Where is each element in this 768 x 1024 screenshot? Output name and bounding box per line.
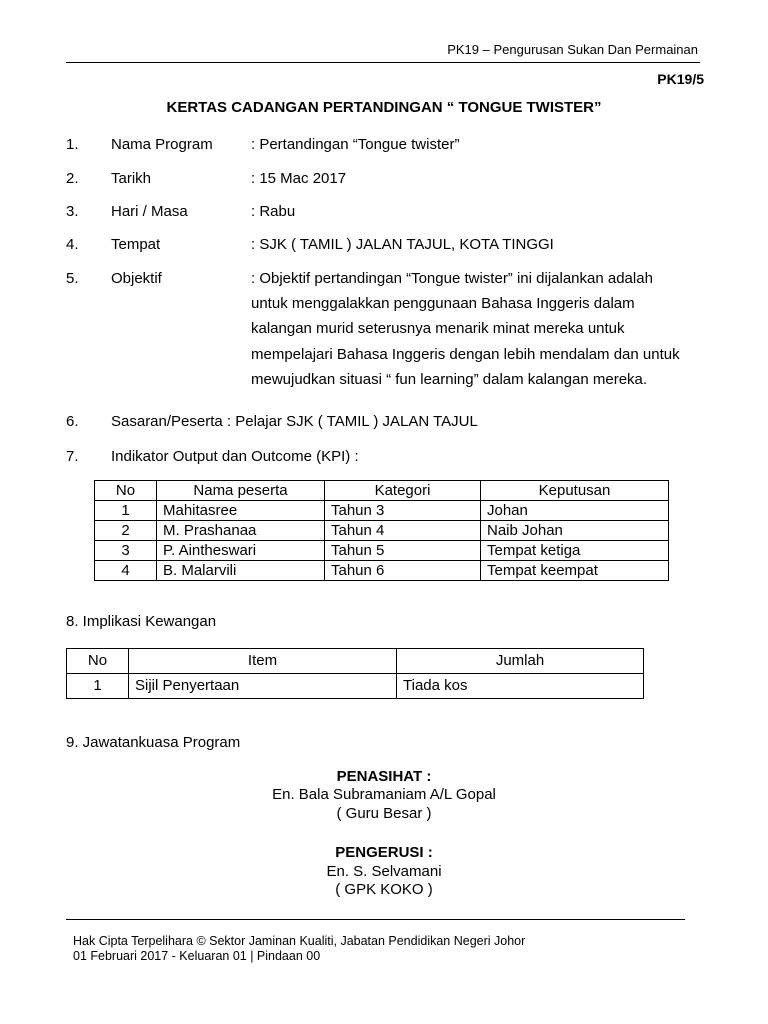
advisor-name: En. Bala Subramaniam A/L Gopal bbox=[272, 786, 496, 803]
table-cell: Tahun 5 bbox=[325, 541, 481, 561]
item-label-day: Hari / Masa bbox=[111, 203, 188, 220]
table-row bbox=[95, 561, 669, 581]
table-header-row bbox=[67, 649, 644, 674]
chair-title: PENGERUSI : bbox=[335, 844, 433, 861]
item-number: 4. bbox=[66, 236, 79, 253]
table-cell: 3 bbox=[95, 541, 157, 561]
column-header: Item bbox=[129, 649, 397, 674]
finance-table bbox=[66, 648, 644, 699]
item-label-venue: Tempat bbox=[111, 236, 161, 253]
advisor-title: PENASIHAT : bbox=[336, 768, 432, 785]
item-committee-heading: 9. Jawatankuasa Program bbox=[66, 734, 241, 751]
objective-line: mempelajari Bahasa Inggeris dengan lebih mendalam dan untuk bbox=[251, 346, 680, 363]
table-cell: Tiada kos bbox=[397, 674, 644, 699]
table-cell: M. Prashanaa bbox=[157, 521, 325, 541]
table-cell: P. Aintheswari bbox=[157, 541, 325, 561]
table-cell: Sijil Penyertaan bbox=[129, 674, 397, 699]
table-cell: 2 bbox=[95, 521, 157, 541]
chair-name: En. S. Selvamani bbox=[326, 863, 442, 880]
running-header: PK19 – Pengurusan Sukan Dan Permainan bbox=[447, 42, 698, 57]
table-cell: 1 bbox=[67, 674, 129, 699]
chair-role: ( GPK KOKO ) bbox=[335, 881, 433, 898]
item-label-date: Tarikh bbox=[111, 170, 152, 187]
table-cell: Tempat keempat bbox=[481, 561, 669, 581]
column-header: Keputusan bbox=[481, 481, 669, 501]
document-code: PK19/5 bbox=[657, 71, 704, 87]
table-cell: 4 bbox=[95, 561, 157, 581]
objective-line: kalangan murid seterusnya menarik minat mereka untuk bbox=[251, 320, 625, 337]
document-title: KERTAS CADANGAN PERTANDINGAN “ TONGUE TWISTER” bbox=[166, 99, 602, 116]
column-header: Kategori bbox=[325, 481, 481, 501]
footer-version: 01 Februari 2017 - Keluaran 01 | Pindaan 00 bbox=[73, 949, 321, 963]
item-value-venue: : SJK ( TAMIL ) JALAN TAJUL, KOTA TINGGI bbox=[251, 236, 554, 253]
footer-divider bbox=[66, 919, 685, 920]
item-value-day: : Rabu bbox=[251, 203, 296, 220]
item-value-date: : 15 Mac 2017 bbox=[251, 170, 347, 187]
table-cell: Johan bbox=[481, 501, 669, 521]
table-cell: 1 bbox=[95, 501, 157, 521]
column-header: Nama peserta bbox=[157, 481, 325, 501]
table-cell: B. Malarvili bbox=[157, 561, 325, 581]
table-row bbox=[67, 674, 644, 699]
table-cell: Tahun 6 bbox=[325, 561, 481, 581]
item-number: 1. bbox=[66, 136, 79, 153]
column-header: Jumlah bbox=[397, 649, 644, 674]
advisor-role: ( Guru Besar ) bbox=[336, 805, 432, 822]
item-value-program: : Pertandingan “Tongue twister” bbox=[251, 136, 460, 153]
column-header: No bbox=[67, 649, 129, 674]
item-number: 3. bbox=[66, 203, 79, 220]
header-divider bbox=[66, 62, 700, 63]
table-cell: Naib Johan bbox=[481, 521, 669, 541]
column-header: No bbox=[95, 481, 157, 501]
objective-line: untuk menggalakkan penggunaan Bahasa Inggeris dalam bbox=[251, 295, 635, 312]
item-target-participants: Sasaran/Peserta : Pelajar SJK ( TAMIL ) JALAN TAJUL bbox=[111, 413, 478, 430]
table-cell: Tahun 3 bbox=[325, 501, 481, 521]
item-number: 5. bbox=[66, 270, 79, 287]
footer-copyright: Hak Cipta Terpelihara © Sektor Jaminan Kualiti, Jabatan Pendidikan Negeri Johor bbox=[73, 934, 526, 948]
item-finance-heading: 8. Implikasi Kewangan bbox=[66, 613, 217, 630]
table-row bbox=[95, 541, 669, 561]
table-cell: Tempat ketiga bbox=[481, 541, 669, 561]
item-label-program: Nama Program bbox=[111, 136, 213, 153]
item-number: 6. bbox=[66, 413, 79, 430]
objective-line: : Objektif pertandingan “Tongue twister” ini dijalankan adalah bbox=[251, 270, 653, 287]
item-number: 2. bbox=[66, 170, 79, 187]
table-row bbox=[95, 521, 669, 541]
table-header-row bbox=[95, 481, 669, 501]
table-cell: Tahun 4 bbox=[325, 521, 481, 541]
item-number: 7. bbox=[66, 448, 79, 465]
kpi-table bbox=[94, 480, 669, 581]
item-label-objective: Objektif bbox=[111, 270, 162, 287]
table-cell: Mahitasree bbox=[157, 501, 325, 521]
item-kpi-heading: Indikator Output dan Outcome (KPI) : bbox=[111, 448, 359, 465]
table-row bbox=[95, 501, 669, 521]
objective-line: mewujudkan situasi “ fun learning” dalam kalangan mereka. bbox=[251, 371, 648, 388]
